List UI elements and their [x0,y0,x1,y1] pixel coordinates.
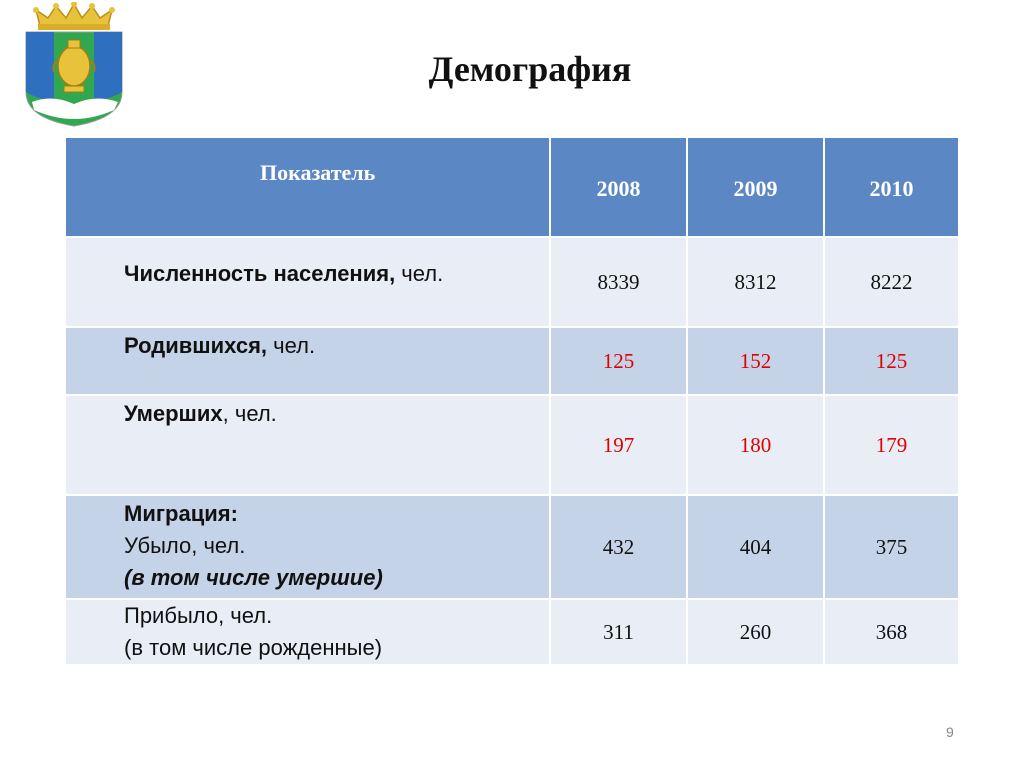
header-year-2009: 2009 [687,137,824,237]
cell-population-2008: 8339 [550,237,687,327]
cell-inflow-2009: 260 [687,599,824,665]
row-label-line2: (в том числе рожденные) [124,635,383,660]
cell-outflow-2008: 432 [550,495,687,599]
cell-births-2009: 152 [687,327,824,395]
row-label [65,599,550,665]
page-number: 9 [946,724,954,740]
cell-outflow-2009: 404 [687,495,824,599]
row-label-bold: Умерших [124,401,223,426]
row-label [65,237,550,327]
row-label-bold: Родившихся, [124,333,268,358]
cell-births-2010: 125 [824,327,959,395]
cell-deaths-2009: 180 [687,395,824,495]
coat-of-arms-icon [22,2,126,130]
row-label-bold: Миграция: [124,501,238,526]
row-label-bold: Численность населения, [124,261,396,286]
row-label-unit: чел. [267,333,316,358]
cell-deaths-2010: 179 [824,395,959,495]
row-label-unit: чел. [395,261,444,286]
cell-inflow-2008: 311 [550,599,687,665]
cell-population-2010: 8222 [824,237,959,327]
row-label-line1: Прибыло, чел. [124,603,273,628]
table-header-row [65,137,959,237]
row-label [65,495,550,599]
table-row-migration-in [65,599,959,665]
row-label [65,327,550,395]
header-year-2008: 2008 [550,137,687,237]
header-indicator: Показатель [65,137,550,237]
row-label-unit: , чел. [222,401,277,426]
page-title: Демография [428,49,632,89]
cell-population-2009: 8312 [687,237,824,327]
cell-births-2008: 125 [550,327,687,395]
row-label-line2: Убыло, чел. [124,533,246,558]
demography-table [64,136,960,666]
cell-inflow-2010: 368 [824,599,959,665]
row-label-line3: (в том числе умершие) [124,565,383,590]
cell-outflow-2010: 375 [824,495,959,599]
table-row-deaths [65,395,959,495]
header-year-2010: 2010 [824,137,959,237]
cell-deaths-2008: 197 [550,395,687,495]
table-row-births [65,327,959,395]
table-row-population [65,237,959,327]
table-row-migration-out [65,495,959,599]
row-label [65,395,550,495]
